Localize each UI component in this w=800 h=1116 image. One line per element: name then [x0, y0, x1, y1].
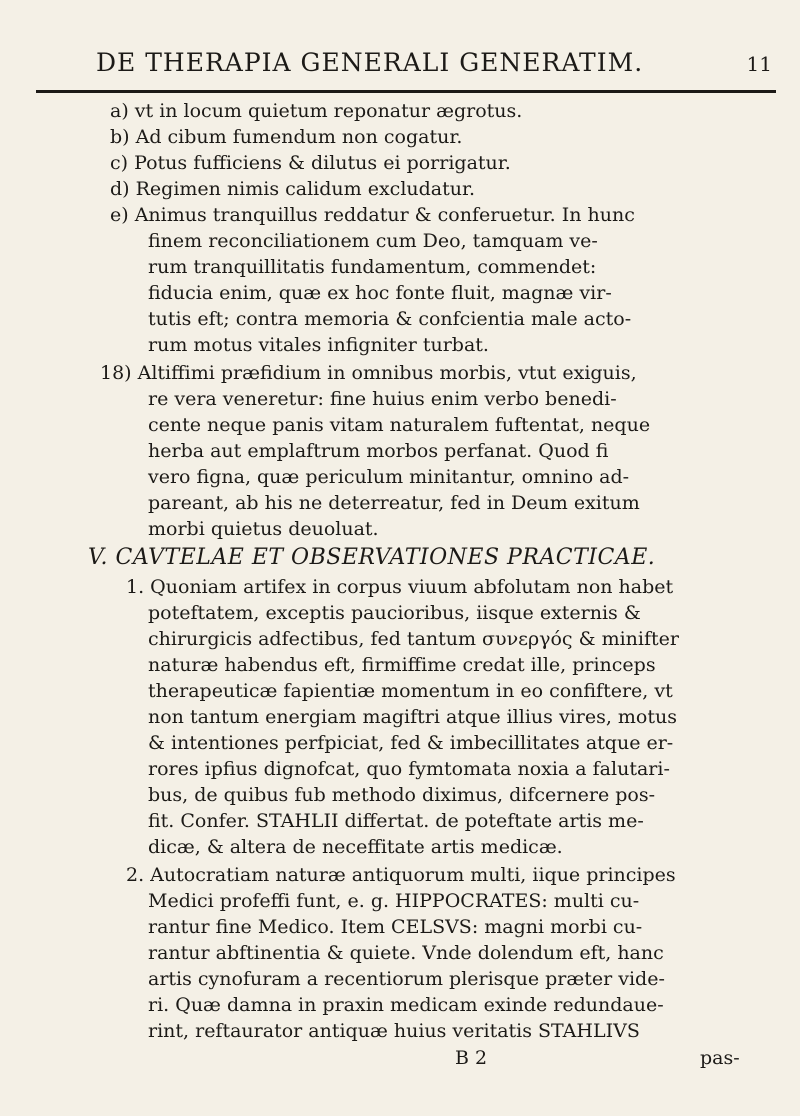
- text-line: Medici profeffi funt, e. g. HIPPOCRATES: multi cu-: [148, 890, 640, 912]
- text-line: d) Regimen nimis calidum excludatur.: [110, 178, 476, 200]
- text-line: ri. Quæ damna in praxin medicam exinde redundaue-: [148, 994, 664, 1016]
- text-line: bus, de quibus fub methodo diximus, difcernere pos-: [148, 784, 655, 806]
- text-line: b) Ad cibum fumendum non cogatur.: [110, 126, 463, 148]
- page-number: 11: [746, 52, 772, 76]
- text-line: re vera veneretur: fine huius enim verbo benedi-: [148, 388, 617, 410]
- text-line: c) Potus fufficiens & dilutus ei porrigatur.: [110, 152, 511, 174]
- running-head: [36, 48, 772, 88]
- text-line: 2. Autocratiam naturæ antiquorum multi, iique principes: [126, 864, 676, 886]
- text-line: morbi quietus deuoluat.: [148, 518, 379, 540]
- text-line: fiducia enim, quæ ex hoc fonte fluit, magnæ vir-: [148, 282, 612, 304]
- section-heading: V. CAVTELAE ET OBSERVATIONES PRACTICAE.: [88, 545, 656, 570]
- signature-mark: B 2: [455, 1047, 488, 1069]
- text-line: rantur fine Medico. Item CELSVS: magni morbi cu-: [148, 916, 643, 938]
- text-line: non tantum energiam magiftri atque illius vires, motus: [148, 706, 677, 728]
- text-line: vero figna, quæ periculum minitantur, omnino ad-: [148, 466, 630, 488]
- text-line: tutis eft; contra memoria & confcientia male acto-: [148, 308, 632, 330]
- text-line: rint, reftaurator antiquæ huius veritatis STAHLIVS: [148, 1020, 640, 1042]
- text-line: artis cynofuram a recentiorum plerisque præter vide-: [148, 968, 665, 990]
- text-line: fit. Confer. STAHLII differtat. de poteftate artis me-: [148, 810, 644, 832]
- text-line: 1. Quoniam artifex in corpus viuum abfolutam non habet: [126, 576, 674, 598]
- header-rule: [36, 90, 776, 93]
- text-line: pareant, ab his ne deterreatur, fed in Deum exitum: [148, 492, 640, 514]
- text-line: dicæ, & altera de neceffitate artis medicæ.: [148, 836, 563, 858]
- text-line: poteftatem, exceptis paucioribus, iisque externis &: [148, 602, 641, 624]
- text-line: therapeuticæ fapientiæ momentum in eo confiftere, vt: [148, 680, 673, 702]
- text-line: cente neque panis vitam naturalem fuftentat, neque: [148, 414, 651, 436]
- catchword: pas-: [700, 1047, 740, 1069]
- text-line: chirurgicis adfectibus, fed tantum συνεργός & minifter: [148, 628, 679, 650]
- text-line: 18) Altiffimi præfidium in omnibus morbis, vtut exiguis,: [100, 362, 637, 384]
- running-title: DE THERAPIA GENERALI GENERATIM.: [96, 48, 644, 77]
- text-line: finem reconciliationem cum Deo, tamquam ve-: [148, 230, 598, 252]
- text-line: herba aut emplaftrum morbos perfanat. Quod fi: [148, 440, 609, 462]
- text-line: rum motus vitales infigniter turbat.: [148, 334, 489, 356]
- text-line: a) vt in locum quietum reponatur ægrotus.: [110, 100, 523, 122]
- text-line: rores ipfius dignofcat, quo fymtomata noxia a falutari-: [148, 758, 670, 780]
- text-line: e) Animus tranquillus reddatur & conferuetur. In hunc: [110, 204, 635, 226]
- text-line: rum tranquillitatis fundamentum, commendet:: [148, 256, 597, 278]
- text-line: naturæ habendus eft, firmiffime credat ille, princeps: [148, 654, 656, 676]
- text-line: & intentiones perfpiciat, fed & imbecillitates atque er-: [148, 732, 674, 754]
- text-line: rantur abftinentia & quiete. Vnde dolendum eft, hanc: [148, 942, 664, 964]
